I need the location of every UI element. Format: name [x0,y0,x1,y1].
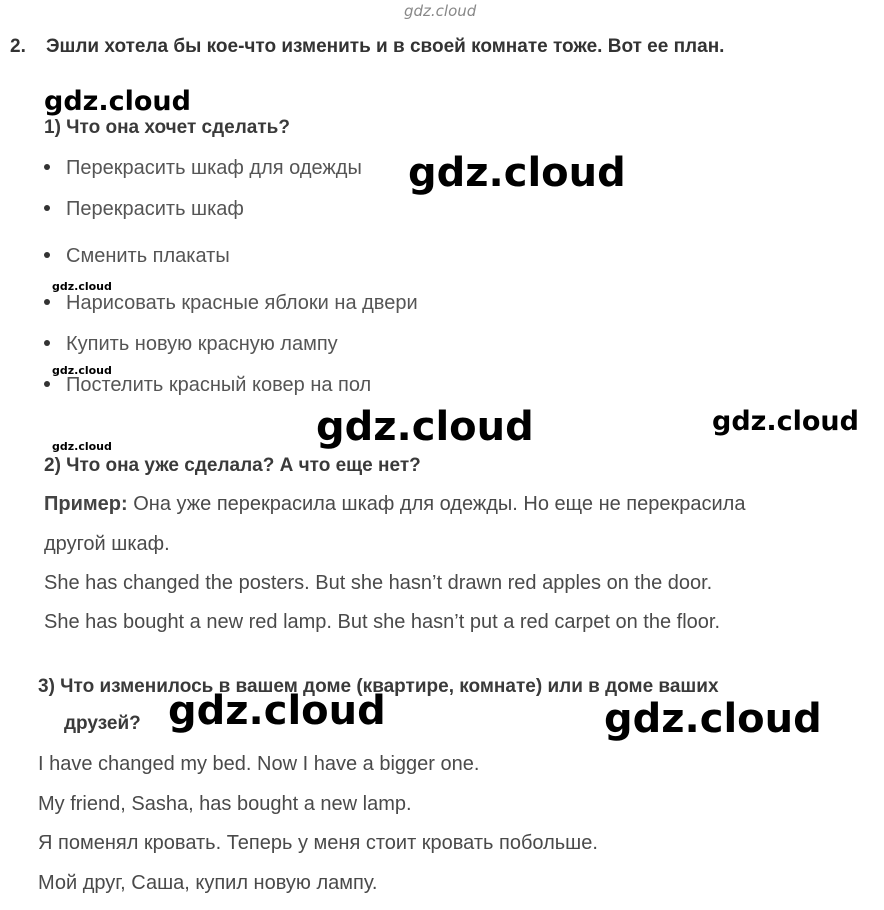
example-text: Она уже перекрасила шкаф для одежды. Но еще не перекрасила [133,493,746,515]
bullet-dot-icon [44,299,50,305]
watermark-1: gdz.cloud [44,86,191,117]
list-item-text: Сменить плакаты [66,245,230,267]
list-item [44,198,244,221]
watermark-2: gdz.cloud [408,150,626,196]
list-item [44,245,230,268]
watermark-6: gdz.cloud [604,696,822,742]
bullet-dot-icon [44,164,50,170]
example-line [44,493,745,516]
list-item [44,374,371,397]
example-continuation: другой шкаф. [44,533,170,555]
watermark-small-2: gdz.cloud [52,364,112,377]
question-3-title-line1: 3) Что изменилось в вашем доме (квартире, комнате) или в доме ваших [38,676,719,697]
list-item-text: Перекрасить шкаф [66,198,244,220]
watermark-3: gdz.cloud [316,404,534,450]
bullet-dot-icon [44,252,50,258]
question-2-title: 2) Что она уже сделала? А что еще нет? [44,455,421,476]
bullet-dot-icon [44,340,50,346]
list-item-text: Нарисовать красные яблоки на двери [66,292,418,314]
list-item-text: Перекрасить шкаф для одежды [66,157,362,179]
task-title-text: Эшли хотела бы кое-что изменить и в своей комнате тоже. Вот ее план. [46,36,725,57]
watermark-5: gdz.cloud [168,688,386,734]
watermark-4: gdz.cloud [712,406,859,437]
list-item-text: Постелить красный ковер на пол [66,374,372,396]
watermark-small-3: gdz.cloud [52,440,112,453]
bullet-dot-icon [44,205,50,211]
answer-line: She has changed the posters. But she hasn’t drawn red apples on the door. [44,572,713,594]
task-title [10,36,724,58]
watermark-small-1: gdz.cloud [52,280,112,293]
answer-line: She has bought a new red lamp. But she hasn’t put a red carpet on the floor. [44,611,720,633]
question-3-title-line2: друзей? [64,713,141,734]
list-item [44,157,362,180]
list-item [44,292,418,315]
task-number: 2. [10,36,26,57]
example-label: Пример: [44,493,128,515]
bullet-dot-icon [44,381,50,387]
watermark-top: gdz.cloud [404,2,477,20]
list-item [44,333,338,356]
answer-line: My friend, Sasha, has bought a new lamp. [38,793,412,815]
list-item-text: Купить новую красную лампу [66,333,338,355]
answer-line: Мой друг, Саша, купил новую лампу. [38,872,378,894]
answer-line: Я поменял кровать. Теперь у меня стоит кровать побольше. [38,832,598,854]
question-1-title: 1) Что она хочет сделать? [44,117,290,138]
answer-line: I have changed my bed. Now I have a bigger one. [38,753,480,775]
